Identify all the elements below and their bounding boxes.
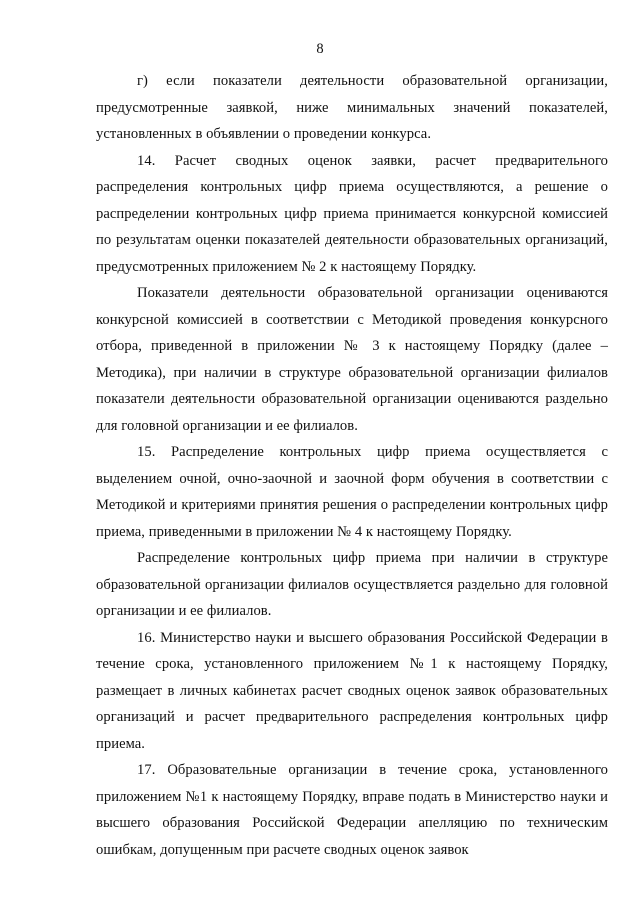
page-number: 8 xyxy=(316,41,324,57)
paragraph-15: 15. Распределение контрольных цифр приема осуществляется с выделением очной, очно-заочной и заочной форм обучения в соответствии с Методикой и критериями принятия решения о распределении контрольных цифр приема, приведенными в приложении № 4 к настоящему Порядку. xyxy=(96,444,608,540)
paragraph-17: 17. Образовательные организации в течение срока, установленного приложением №1 к настоящему Порядку, вправе подать в Министерство науки и высшего образования Российской Федерации апелляцию по техническим ошибкам, допущенным при расчете сводных оценок заявок xyxy=(96,762,608,858)
document-body xyxy=(96,68,608,863)
paragraph-branches: Распределение контрольных цифр приема при наличии в структуре образовательной организации филиалов осуществляется раздельно для головной организации и ее филиалов. xyxy=(96,550,608,619)
paragraph-indicators: Показатели деятельности образовательной организации оцениваются конкурсной комиссией в соответствии с Методикой проведения конкурсного отбора, приведенной в приложении № 3 к настоящему Порядку (далее – Методика), при наличии в структуре образовательной организации филиалов показатели деятельности образовательной организации оцениваются раздельно для головной организации и ее филиалов. xyxy=(96,285,608,434)
paragraph-g: г) если показатели деятельности образовательной организации, предусмотренные заявкой, ниже минимальных значений показателей, установленных в объявлении о проведении конкурса. xyxy=(96,73,608,142)
paragraph-14: 14. Расчет сводных оценок заявки, расчет предварительного распределения контрольных цифр приема осуществляются, а решение о распределении контрольных цифр приема принимается конкурсной комиссией по результатам оценки показателей деятельности образовательных организаций, предусмотренных приложением № 2 к настоящему Порядку. xyxy=(96,152,608,275)
paragraph-16: 16. Министерство науки и высшего образования Российской Федерации в течение срока, установленного приложением №1 к настоящему Порядку, размещает в личных кабинетах расчет сводных оценок заявок образовательных организаций и расчет предварительного распределения контрольных цифр приема. xyxy=(96,629,608,752)
